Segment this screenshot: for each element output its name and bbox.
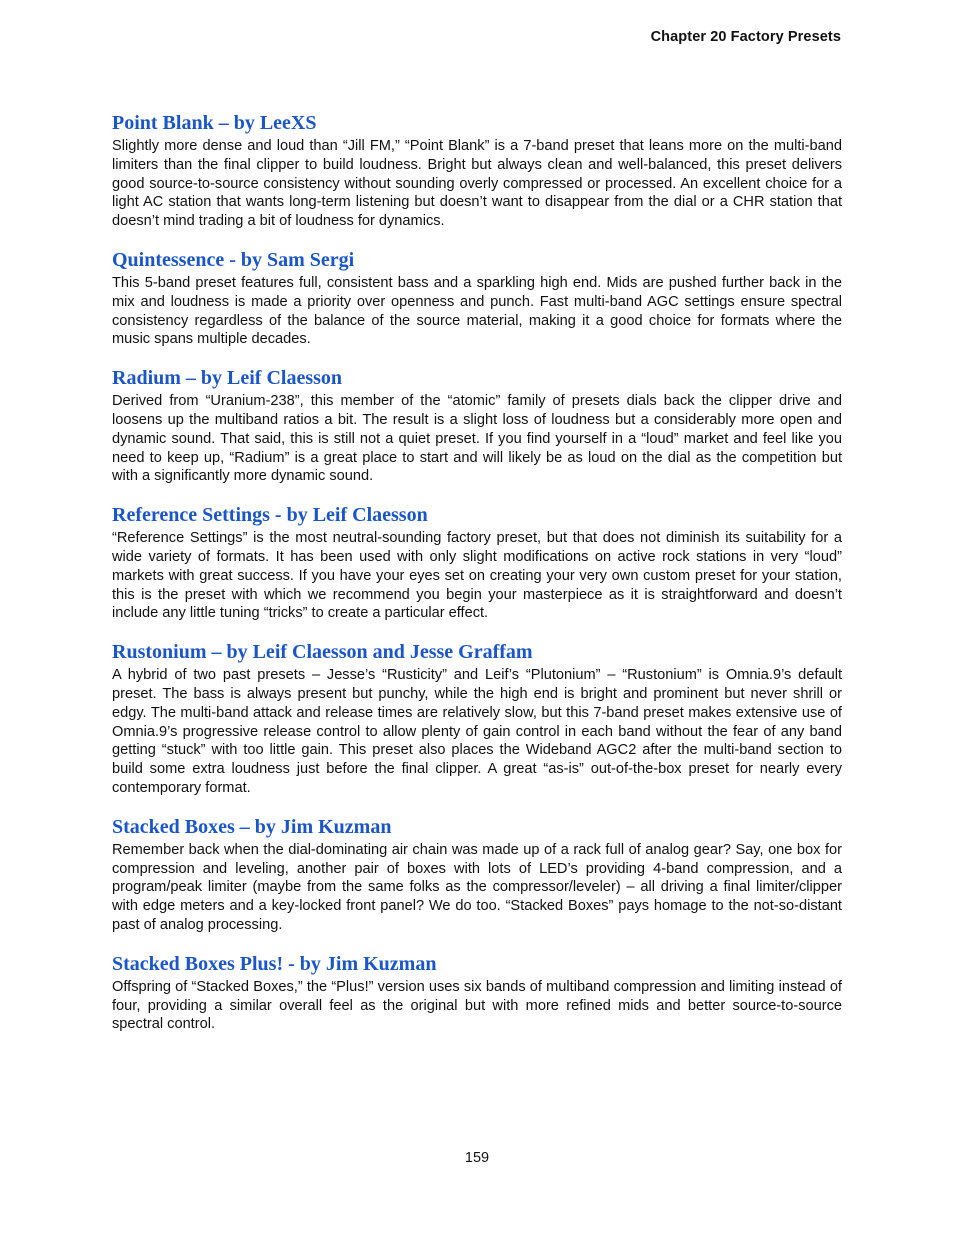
section-body: A hybrid of two past presets – Jesse’s “Rusticity” and Leif’s “Plutonium” – “Rustonium” is Omnia.9’s default preset. The bass is always present but punchy, while the high end is bright and prominent but never shrill or edgy. The multi-band attack and release times are relatively slow, but this 7-band preset makes extensive use of Omnia.9’s progressive release control to allow plenty of gain control in each band without the fear of any band getting “stuck” with too little gain. This preset also places the Wideband AGC2 after the multi-band section to build some extra loudness just before the final clipper. A great “as-is” out-of-the-box preset for nearly every contemporary format. [112, 667, 842, 796]
preset-section-reference-settings [112, 502, 842, 623]
section-title: Radium – by Leif Claesson [112, 367, 343, 390]
section-title: Reference Settings - by Leif Claesson [112, 504, 428, 527]
section-title: Stacked Boxes – by Jim Kuzman [112, 815, 392, 838]
preset-section-radium [112, 365, 842, 486]
preset-section-quintessence [112, 247, 842, 349]
page-content [112, 110, 842, 1050]
section-title: Rustonium – by Leif Claesson and Jesse Graffam [112, 641, 533, 664]
preset-section-point-blank [112, 110, 842, 231]
section-title: Point Blank – by LeeXS [112, 112, 317, 134]
preset-section-stacked-boxes [112, 814, 842, 935]
section-body: Offspring of “Stacked Boxes,” the “Plus!” version uses six bands of multiband compression and limiting instead of four, providing a similar overall feel as the original but with more refined mids and better source-to-source spectral control. [112, 978, 842, 1033]
section-body: Remember back when the dial-dominating air chain was made up of a rack full of analog gear? Say, one box for compression and leveling, another pair of boxes with lots of LED’s providing 4-band compression, and a program/peak limiter (maybe from the same folks as the compressor/leveler) – all driving a final limiter/clipper with edge meters and a key-locked front panel? We do too. “Stacked Boxes” pays homage to the not-so-distant past of analog processing. [112, 841, 842, 933]
running-header: Chapter 20 Factory Presets [650, 29, 841, 45]
preset-section-stacked-boxes-plus [112, 951, 842, 1034]
section-title: Quintessence - by Sam Sergi [112, 248, 355, 271]
section-body: Derived from “Uranium-238”, this member of the “atomic” family of presets dials back the clipper drive and loosens up the multiband ratios a bit. The result is a slight loss of loudness but a considerably more open and dynamic sound. That said, this is still not a quiet preset. If you find yourself in a “loud” market and feel like you need to keep up, “Radium” is a great place to start and will likely be as loud on the dial as the competition but with a significantly more dynamic sound. [112, 393, 842, 485]
preset-section-rustonium [112, 639, 842, 798]
section-body: This 5-band preset features full, consistent bass and a sparkling high end. Mids are pushed further back in the mix and loudness is made a priority over openness and punch. Fast multi-band AGC settings ensure spectral consistency regardless of the balance of the source material, making it a good choice for formats where the music spans multiple decades. [112, 274, 842, 348]
section-title: Stacked Boxes Plus! - by Jim Kuzman [112, 952, 437, 975]
page-number: 159 [464, 1150, 490, 1166]
section-body: “Reference Settings” is the most neutral-sounding factory preset, but that does not diminish its suitability for a wide variety of formats. It has been used with only slight modifications on active rock stations in very “loud” markets with great success. If you have your eyes set on creating your very own custom preset for your station, this is the preset with which we recommend you begin your masterpiece as it is straightforward and doesn’t include any little tuning “tricks” to create a particular effect. [112, 530, 842, 622]
section-body: Slightly more dense and loud than “Jill FM,” “Point Blank” is a 7-band preset that leans more on the multi-band limiters than the final clipper to build loudness. Bright but always clean and well-balanced, this preset delivers good source-to-source consistency without sounding overly compressed or processed. An excellent choice for a light AC station that wants long-term listening but doesn’t want to disappear from the dial or a CHR station that doesn’t mind trading a bit of loudness for dynamics. [112, 138, 842, 230]
